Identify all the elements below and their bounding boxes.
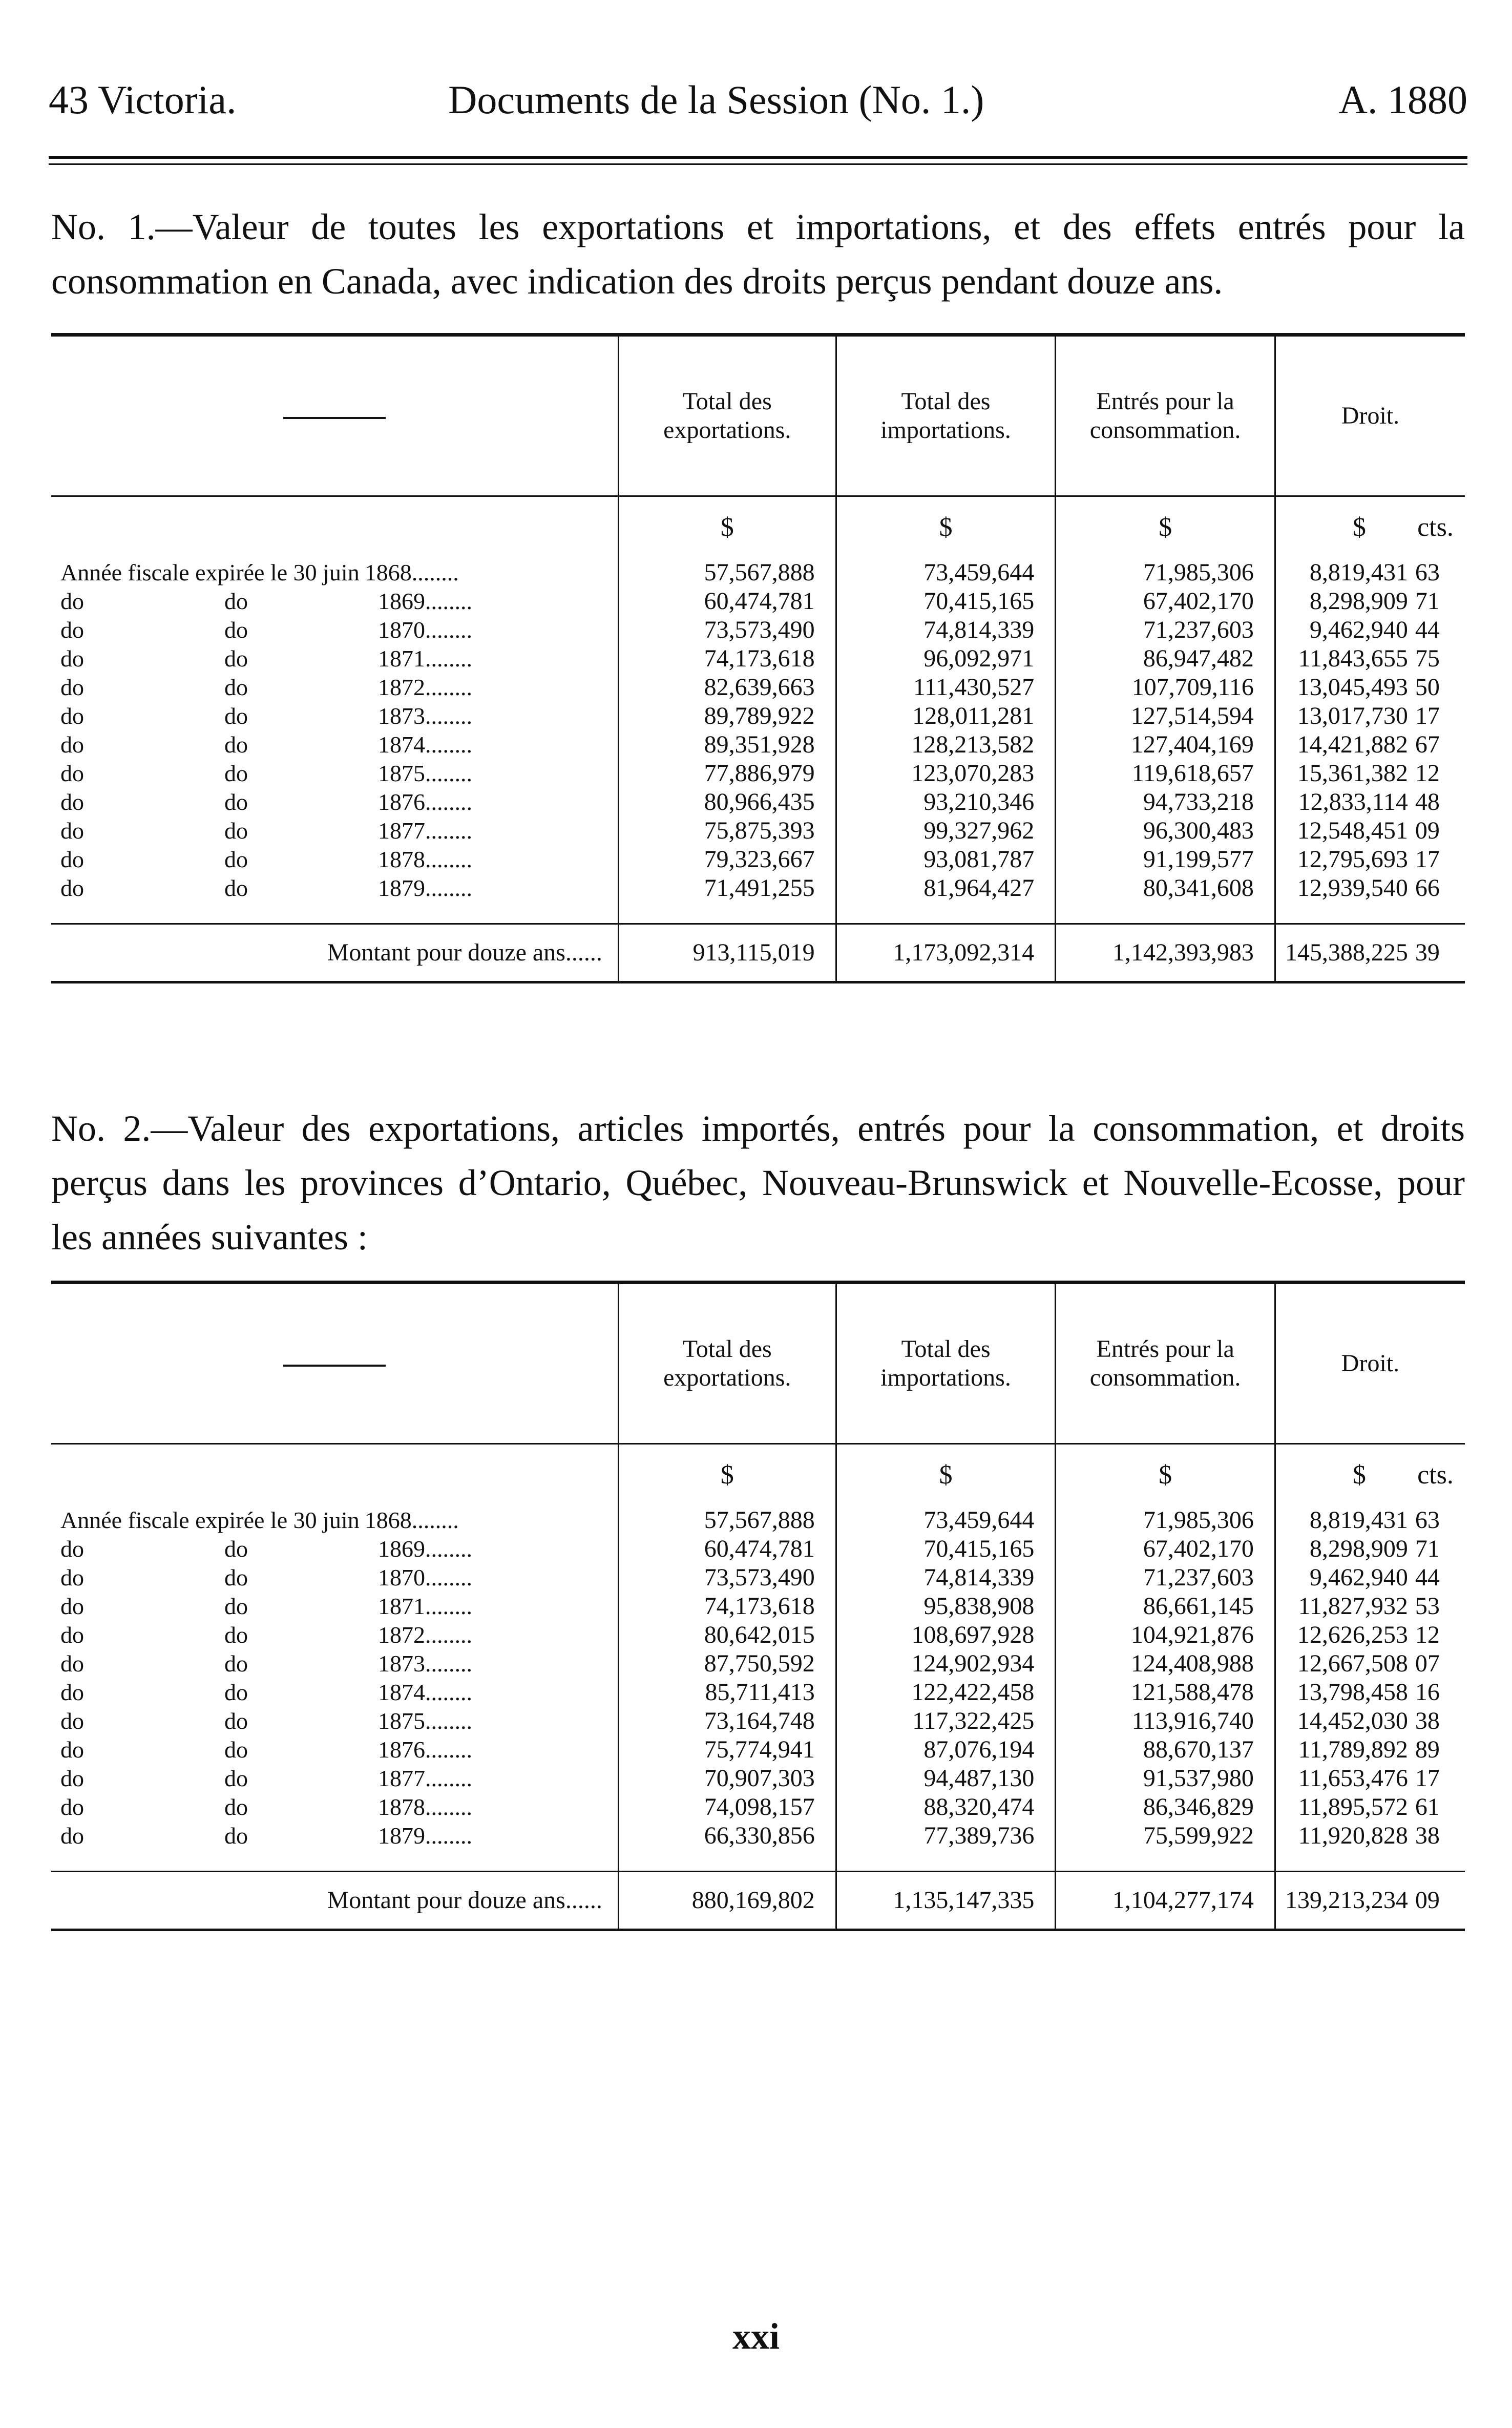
running-header <box>49 77 1467 123</box>
page-number: xxi <box>732 2316 780 2357</box>
row-year: 1870 <box>378 1564 425 1590</box>
cell-duty-cents: 50 <box>1415 674 1440 701</box>
cell-duty-cents: 44 <box>1415 616 1440 643</box>
cell-consumption: 113,916,740 <box>1056 1707 1275 1735</box>
row-label-a: do <box>60 760 84 786</box>
cell-consumption: 91,537,980 <box>1056 1764 1275 1793</box>
row-year: 1878 <box>378 1794 425 1820</box>
cell-exports: 80,642,015 <box>618 1621 836 1649</box>
table2-col-exports: Total des exportations. <box>618 1283 836 1444</box>
cell-duty-cents: 38 <box>1415 1707 1440 1734</box>
cell-exports: 75,774,941 <box>618 1735 836 1764</box>
row-label-b: do <box>224 645 248 672</box>
unit-dollar: $ <box>1275 496 1412 559</box>
row-year: 1870 <box>378 617 425 643</box>
cell-duty-dollars: 11,895,572 <box>1275 1793 1412 1822</box>
header-left: 43 Victoria. <box>49 77 237 122</box>
table2-units-row <box>51 1444 1465 1506</box>
dash-mark <box>283 1365 386 1367</box>
unit-dollar: $ <box>836 1444 1056 1506</box>
table-row <box>51 673 1465 702</box>
total-duty-cents: 09 <box>1412 1872 1465 1930</box>
header-center: Documents de la Session (No. 1.) <box>448 77 984 122</box>
cell-consumption: 107,709,116 <box>1056 673 1275 702</box>
cell-duty-dollars: 8,298,909 <box>1275 587 1412 616</box>
cell-exports: 74,173,618 <box>618 1592 836 1621</box>
cell-exports: 82,639,663 <box>618 673 836 702</box>
cell-imports: 70,415,165 <box>836 1535 1056 1563</box>
cell-imports: 73,459,644 <box>836 1506 1056 1535</box>
table1 <box>51 333 1465 983</box>
cell-exports: 74,173,618 <box>618 644 836 673</box>
total-duty-dollars: 139,213,234 <box>1275 1872 1412 1930</box>
cell-imports: 94,487,130 <box>836 1764 1056 1793</box>
cell-duty-cents: 44 <box>1415 1564 1440 1591</box>
row-label-b: do <box>224 1708 248 1734</box>
table-row <box>51 1735 1465 1764</box>
cell-imports: 73,459,644 <box>836 558 1056 587</box>
row-label-a: do <box>60 1794 84 1820</box>
cell-consumption: 80,341,608 <box>1056 874 1275 903</box>
row-label: do do 1874........ <box>51 730 618 759</box>
table2-header-row <box>51 1283 1465 1444</box>
total-imports: 1,135,147,335 <box>836 1872 1056 1930</box>
cell-duty-cents: 17 <box>1415 846 1440 873</box>
row-year: 1871 <box>378 645 425 672</box>
cell-exports: 66,330,856 <box>618 1822 836 1850</box>
row-label: Année fiscale expirée le 30 juin 1868........ <box>51 1506 618 1535</box>
row-label: do do 1872........ <box>51 673 618 702</box>
row-year: 1875 <box>378 1708 425 1734</box>
row-label: do do 1873........ <box>51 702 618 730</box>
cell-duty-cents: 16 <box>1415 1679 1440 1706</box>
table-row <box>51 1793 1465 1822</box>
row-label-b: do <box>224 731 248 758</box>
cell-duty-dollars: 11,827,932 <box>1275 1592 1412 1621</box>
cell-duty-cents: 17 <box>1415 1765 1440 1792</box>
cell-imports: 77,389,736 <box>836 1822 1056 1850</box>
cell-imports: 128,011,281 <box>836 702 1056 730</box>
cell-consumption: 121,588,478 <box>1056 1678 1275 1707</box>
cell-consumption: 71,237,603 <box>1056 1563 1275 1592</box>
cell-imports: 93,081,787 <box>836 845 1056 874</box>
cell-duty-cents: 38 <box>1415 1822 1440 1849</box>
cell-exports: 71,491,255 <box>618 874 836 903</box>
table1-col-duty: Droit. <box>1275 335 1465 496</box>
row-label: do do 1869........ <box>51 587 618 616</box>
cell-imports: 93,210,346 <box>836 788 1056 817</box>
cell-duty-dollars: 14,421,882 <box>1275 730 1412 759</box>
row-label-b: do <box>224 1765 248 1791</box>
cell-consumption: 71,985,306 <box>1056 1506 1275 1535</box>
cell-imports: 96,092,971 <box>836 644 1056 673</box>
total-duty-dollars: 145,388,225 <box>1275 924 1412 982</box>
cell-exports: 80,966,435 <box>618 788 836 817</box>
cell-consumption: 104,921,876 <box>1056 1621 1275 1649</box>
total-label: Montant pour douze ans...... <box>51 924 618 982</box>
row-year: 1872 <box>378 1622 425 1648</box>
cell-imports: 87,076,194 <box>836 1735 1056 1764</box>
row-label-b: do <box>224 1823 248 1849</box>
cell-exports: 60,474,781 <box>618 1535 836 1563</box>
row-label: do do 1876........ <box>51 788 618 817</box>
table-row <box>51 702 1465 730</box>
cell-exports: 89,351,928 <box>618 730 836 759</box>
header-right: A. 1880 <box>1338 77 1467 122</box>
table-row <box>51 1621 1465 1649</box>
table-row <box>51 1649 1465 1678</box>
row-label-a: do <box>60 674 84 700</box>
cell-imports: 123,070,283 <box>836 759 1056 788</box>
table-row <box>51 558 1465 587</box>
cell-duty-cents: 75 <box>1415 645 1440 672</box>
table-row <box>51 644 1465 673</box>
cell-exports: 77,886,979 <box>618 759 836 788</box>
row-label: do do 1877........ <box>51 1764 618 1793</box>
unit-dollar: $ <box>836 496 1056 559</box>
row-label-a: do <box>60 645 84 672</box>
row-label-a: do <box>60 1823 84 1849</box>
row-year: 1869 <box>378 588 425 614</box>
row-label-b: do <box>224 617 248 643</box>
row-year: 1876 <box>378 1736 425 1763</box>
cell-consumption: 86,947,482 <box>1056 644 1275 673</box>
row-year: 1872 <box>378 674 425 700</box>
unit-cents: cts. <box>1417 513 1454 542</box>
row-year: 1868 <box>364 1507 412 1533</box>
row-label-a: do <box>60 1765 84 1791</box>
table-row <box>51 1678 1465 1707</box>
row-year: 1878 <box>378 846 425 872</box>
cell-exports: 89,789,922 <box>618 702 836 730</box>
row-year: 1876 <box>378 789 425 815</box>
row-label: do do 1879........ <box>51 1822 618 1850</box>
row-label-a: do <box>60 1622 84 1648</box>
unit-dollar: $ <box>1275 1444 1412 1506</box>
row-label: do do 1870........ <box>51 616 618 644</box>
cell-imports: 99,327,962 <box>836 817 1056 845</box>
cell-duty-cents: 12 <box>1415 760 1440 787</box>
cell-duty-cents: 09 <box>1415 817 1440 844</box>
cell-exports: 57,567,888 <box>618 558 836 587</box>
table-row <box>51 817 1465 845</box>
cell-duty-dollars: 13,798,458 <box>1275 1678 1412 1707</box>
row-label-b: do <box>224 1536 248 1562</box>
row-year: 1875 <box>378 760 425 786</box>
cell-exports: 73,573,490 <box>618 616 836 644</box>
cell-exports: 85,711,413 <box>618 1678 836 1707</box>
unit-dollar: $ <box>618 1444 836 1506</box>
cell-consumption: 86,661,145 <box>1056 1592 1275 1621</box>
cell-consumption: 127,404,169 <box>1056 730 1275 759</box>
cell-imports: 128,213,582 <box>836 730 1056 759</box>
unit-cents: cts. <box>1417 1460 1454 1490</box>
row-label: do do 1875........ <box>51 1707 618 1735</box>
cell-duty-dollars: 12,939,540 <box>1275 874 1412 903</box>
cell-consumption: 71,237,603 <box>1056 616 1275 644</box>
cell-duty-dollars: 12,667,508 <box>1275 1649 1412 1678</box>
table-row <box>51 1535 1465 1563</box>
table-row <box>51 1822 1465 1850</box>
cell-consumption: 67,402,170 <box>1056 1535 1275 1563</box>
table-row <box>51 1592 1465 1621</box>
row-year: 1879 <box>378 1823 425 1849</box>
row-label: do do 1871........ <box>51 644 618 673</box>
table-row <box>51 616 1465 644</box>
row-label: do do 1877........ <box>51 817 618 845</box>
table2-col-duty: Droit. <box>1275 1283 1465 1444</box>
row-label: do do 1878........ <box>51 845 618 874</box>
header-rule <box>49 156 1467 159</box>
cell-imports: 108,697,928 <box>836 1621 1056 1649</box>
cell-imports: 81,964,427 <box>836 874 1056 903</box>
row-year: 1868 <box>364 559 412 585</box>
row-label-b: do <box>224 818 248 844</box>
row-label-b: do <box>224 1736 248 1763</box>
cell-exports: 87,750,592 <box>618 1649 836 1678</box>
table2-col-consumption: Entrés pour la consommation. <box>1056 1283 1275 1444</box>
row-label-a: do <box>60 588 84 614</box>
unit-dollar: $ <box>1056 496 1275 559</box>
cell-duty-cents: 61 <box>1415 1793 1440 1820</box>
cell-duty-dollars: 8,819,431 <box>1275 558 1412 587</box>
table-row <box>51 1506 1465 1535</box>
cell-duty-dollars: 9,462,940 <box>1275 616 1412 644</box>
row-label: do do 1873........ <box>51 1649 618 1678</box>
dash-mark <box>283 417 386 419</box>
row-label: do do 1875........ <box>51 759 618 788</box>
row-year: 1877 <box>378 818 425 844</box>
cell-duty-cents: 12 <box>1415 1621 1440 1648</box>
row-label-a: Année fiscale expirée le 30 juin <box>60 559 360 585</box>
cell-imports: 117,322,425 <box>836 1707 1056 1735</box>
cell-consumption: 75,599,922 <box>1056 1822 1275 1850</box>
row-label-b: do <box>224 703 248 729</box>
row-label-b: do <box>224 1650 248 1677</box>
row-label-a: do <box>60 1593 84 1619</box>
table-row <box>51 730 1465 759</box>
table-row <box>51 845 1465 874</box>
cell-duty-cents: 63 <box>1415 559 1440 586</box>
cell-exports: 70,907,303 <box>618 1764 836 1793</box>
row-label-b: do <box>224 1622 248 1648</box>
cell-imports: 88,320,474 <box>836 1793 1056 1822</box>
row-label-a: do <box>60 818 84 844</box>
row-label-a: do <box>60 1564 84 1590</box>
cell-exports: 73,164,748 <box>618 1707 836 1735</box>
cell-exports: 75,875,393 <box>618 817 836 845</box>
table1-total-row <box>51 924 1465 982</box>
cell-imports: 74,814,339 <box>836 1563 1056 1592</box>
cell-duty-dollars: 8,298,909 <box>1275 1535 1412 1563</box>
row-year: 1873 <box>378 703 425 729</box>
unit-dollar: $ <box>1056 1444 1275 1506</box>
row-label-b: do <box>224 846 248 872</box>
cell-duty-dollars: 15,361,382 <box>1275 759 1412 788</box>
cell-duty-dollars: 8,819,431 <box>1275 1506 1412 1535</box>
row-label: do do 1874........ <box>51 1678 618 1707</box>
row-label-b: do <box>224 1679 248 1705</box>
row-label-a: do <box>60 703 84 729</box>
table1-units-row <box>51 496 1465 559</box>
cell-exports: 73,573,490 <box>618 1563 836 1592</box>
row-label-a: do <box>60 846 84 872</box>
cell-duty-dollars: 11,653,476 <box>1275 1764 1412 1793</box>
row-year: 1871 <box>378 1593 425 1619</box>
row-label-a: do <box>60 1536 84 1562</box>
row-label-b: do <box>224 1593 248 1619</box>
cell-duty-cents: 71 <box>1415 1535 1440 1562</box>
table-row <box>51 788 1465 817</box>
cell-imports: 74,814,339 <box>836 616 1056 644</box>
table2-title: No. 2.—Valeur des exportations, articles importés, entrés pour la consommation, et droits perçus dans les provinces d’Ontario, Québec, Nouveau-Brunswick et Nouvelle-Ecosse, pour les années suivantes : <box>51 1108 1465 1258</box>
total-exports: 880,169,802 <box>618 1872 836 1930</box>
row-label: do do 1876........ <box>51 1735 618 1764</box>
table2-stub-header <box>51 1283 618 1444</box>
table1-header-row <box>51 335 1465 496</box>
row-year: 1874 <box>378 1679 425 1705</box>
unit-dollar: $ <box>618 496 836 559</box>
table-row <box>51 1764 1465 1793</box>
cell-duty-dollars: 12,795,693 <box>1275 845 1412 874</box>
row-label-a: do <box>60 617 84 643</box>
table1-col-exports: Total des exportations. <box>618 335 836 496</box>
table-row <box>51 1563 1465 1592</box>
cell-consumption: 88,670,137 <box>1056 1735 1275 1764</box>
table1-col-consumption: Entrés pour la consommation. <box>1056 335 1275 496</box>
table1-title: No. 1.—Valeur de toutes les exportations et importations, et des effets entrés pour la consommation en Canada, avec indication des droits perçus pendant douze ans. <box>51 206 1465 302</box>
row-label: do do 1878........ <box>51 1793 618 1822</box>
table-row <box>51 759 1465 788</box>
cell-consumption: 119,618,657 <box>1056 759 1275 788</box>
row-label-a: do <box>60 789 84 815</box>
row-label-a: do <box>60 1679 84 1705</box>
cell-imports: 95,838,908 <box>836 1592 1056 1621</box>
table2 <box>51 1281 1465 1931</box>
row-label: do do 1871........ <box>51 1592 618 1621</box>
cell-imports: 122,422,458 <box>836 1678 1056 1707</box>
cell-consumption: 96,300,483 <box>1056 817 1275 845</box>
cell-duty-cents: 53 <box>1415 1593 1440 1620</box>
total-consumption: 1,104,277,174 <box>1056 1872 1275 1930</box>
cell-consumption: 124,408,988 <box>1056 1649 1275 1678</box>
row-label-b: do <box>224 588 248 614</box>
table-row <box>51 874 1465 903</box>
row-label-b: do <box>224 760 248 786</box>
row-label-a: do <box>60 875 84 901</box>
cell-imports: 124,902,934 <box>836 1649 1056 1678</box>
total-duty-cents: 39 <box>1412 924 1465 982</box>
row-year: 1869 <box>378 1536 425 1562</box>
cell-consumption: 86,346,829 <box>1056 1793 1275 1822</box>
cell-consumption: 67,402,170 <box>1056 587 1275 616</box>
cell-duty-cents: 89 <box>1415 1736 1440 1763</box>
row-label-b: do <box>224 674 248 700</box>
row-label-a: Année fiscale expirée le 30 juin <box>60 1507 360 1533</box>
total-imports: 1,173,092,314 <box>836 924 1056 982</box>
cell-exports: 74,098,157 <box>618 1793 836 1822</box>
row-label-a: do <box>60 731 84 758</box>
cell-duty-dollars: 11,843,655 <box>1275 644 1412 673</box>
cell-duty-cents: 67 <box>1415 731 1440 758</box>
cell-duty-dollars: 9,462,940 <box>1275 1563 1412 1592</box>
cell-duty-dollars: 12,626,253 <box>1275 1621 1412 1649</box>
row-year: 1873 <box>378 1650 425 1677</box>
row-year: 1874 <box>378 731 425 758</box>
table1-stub-header <box>51 335 618 496</box>
cell-exports: 57,567,888 <box>618 1506 836 1535</box>
row-label-b: do <box>224 1564 248 1590</box>
row-label-a: do <box>60 1708 84 1734</box>
row-label: Année fiscale expirée le 30 juin 1868........ <box>51 558 618 587</box>
row-label: do do 1870........ <box>51 1563 618 1592</box>
cell-duty-cents: 71 <box>1415 588 1440 615</box>
cell-exports: 60,474,781 <box>618 587 836 616</box>
table2-col-imports: Total des importations. <box>836 1283 1056 1444</box>
cell-duty-dollars: 12,548,451 <box>1275 817 1412 845</box>
cell-duty-dollars: 13,045,493 <box>1275 673 1412 702</box>
cell-consumption: 127,514,594 <box>1056 702 1275 730</box>
cell-duty-dollars: 14,452,030 <box>1275 1707 1412 1735</box>
cell-duty-cents: 07 <box>1415 1650 1440 1677</box>
cell-duty-dollars: 11,920,828 <box>1275 1822 1412 1850</box>
total-consumption: 1,142,393,983 <box>1056 924 1275 982</box>
row-label: do do 1872........ <box>51 1621 618 1649</box>
row-label-a: do <box>60 1650 84 1677</box>
table-row <box>51 587 1465 616</box>
table-row <box>51 1707 1465 1735</box>
row-label-b: do <box>224 875 248 901</box>
cell-duty-dollars: 11,789,892 <box>1275 1735 1412 1764</box>
table2-total-row <box>51 1872 1465 1930</box>
cell-duty-cents: 17 <box>1415 702 1440 729</box>
total-exports: 913,115,019 <box>618 924 836 982</box>
row-label-b: do <box>224 1794 248 1820</box>
cell-consumption: 91,199,577 <box>1056 845 1275 874</box>
total-label: Montant pour douze ans...... <box>51 1872 618 1930</box>
cell-exports: 79,323,667 <box>618 845 836 874</box>
cell-duty-cents: 48 <box>1415 788 1440 815</box>
cell-consumption: 94,733,218 <box>1056 788 1275 817</box>
row-year: 1877 <box>378 1765 425 1791</box>
row-label-a: do <box>60 1736 84 1763</box>
cell-duty-cents: 66 <box>1415 874 1440 902</box>
cell-duty-dollars: 13,017,730 <box>1275 702 1412 730</box>
cell-duty-cents: 63 <box>1415 1506 1440 1534</box>
row-label: do do 1869........ <box>51 1535 618 1563</box>
table1-col-imports: Total des importations. <box>836 335 1056 496</box>
cell-imports: 111,430,527 <box>836 673 1056 702</box>
row-year: 1879 <box>378 875 425 901</box>
cell-duty-dollars: 12,833,114 <box>1275 788 1412 817</box>
cell-consumption: 71,985,306 <box>1056 558 1275 587</box>
row-label-b: do <box>224 789 248 815</box>
row-label: do do 1879........ <box>51 874 618 903</box>
cell-imports: 70,415,165 <box>836 587 1056 616</box>
